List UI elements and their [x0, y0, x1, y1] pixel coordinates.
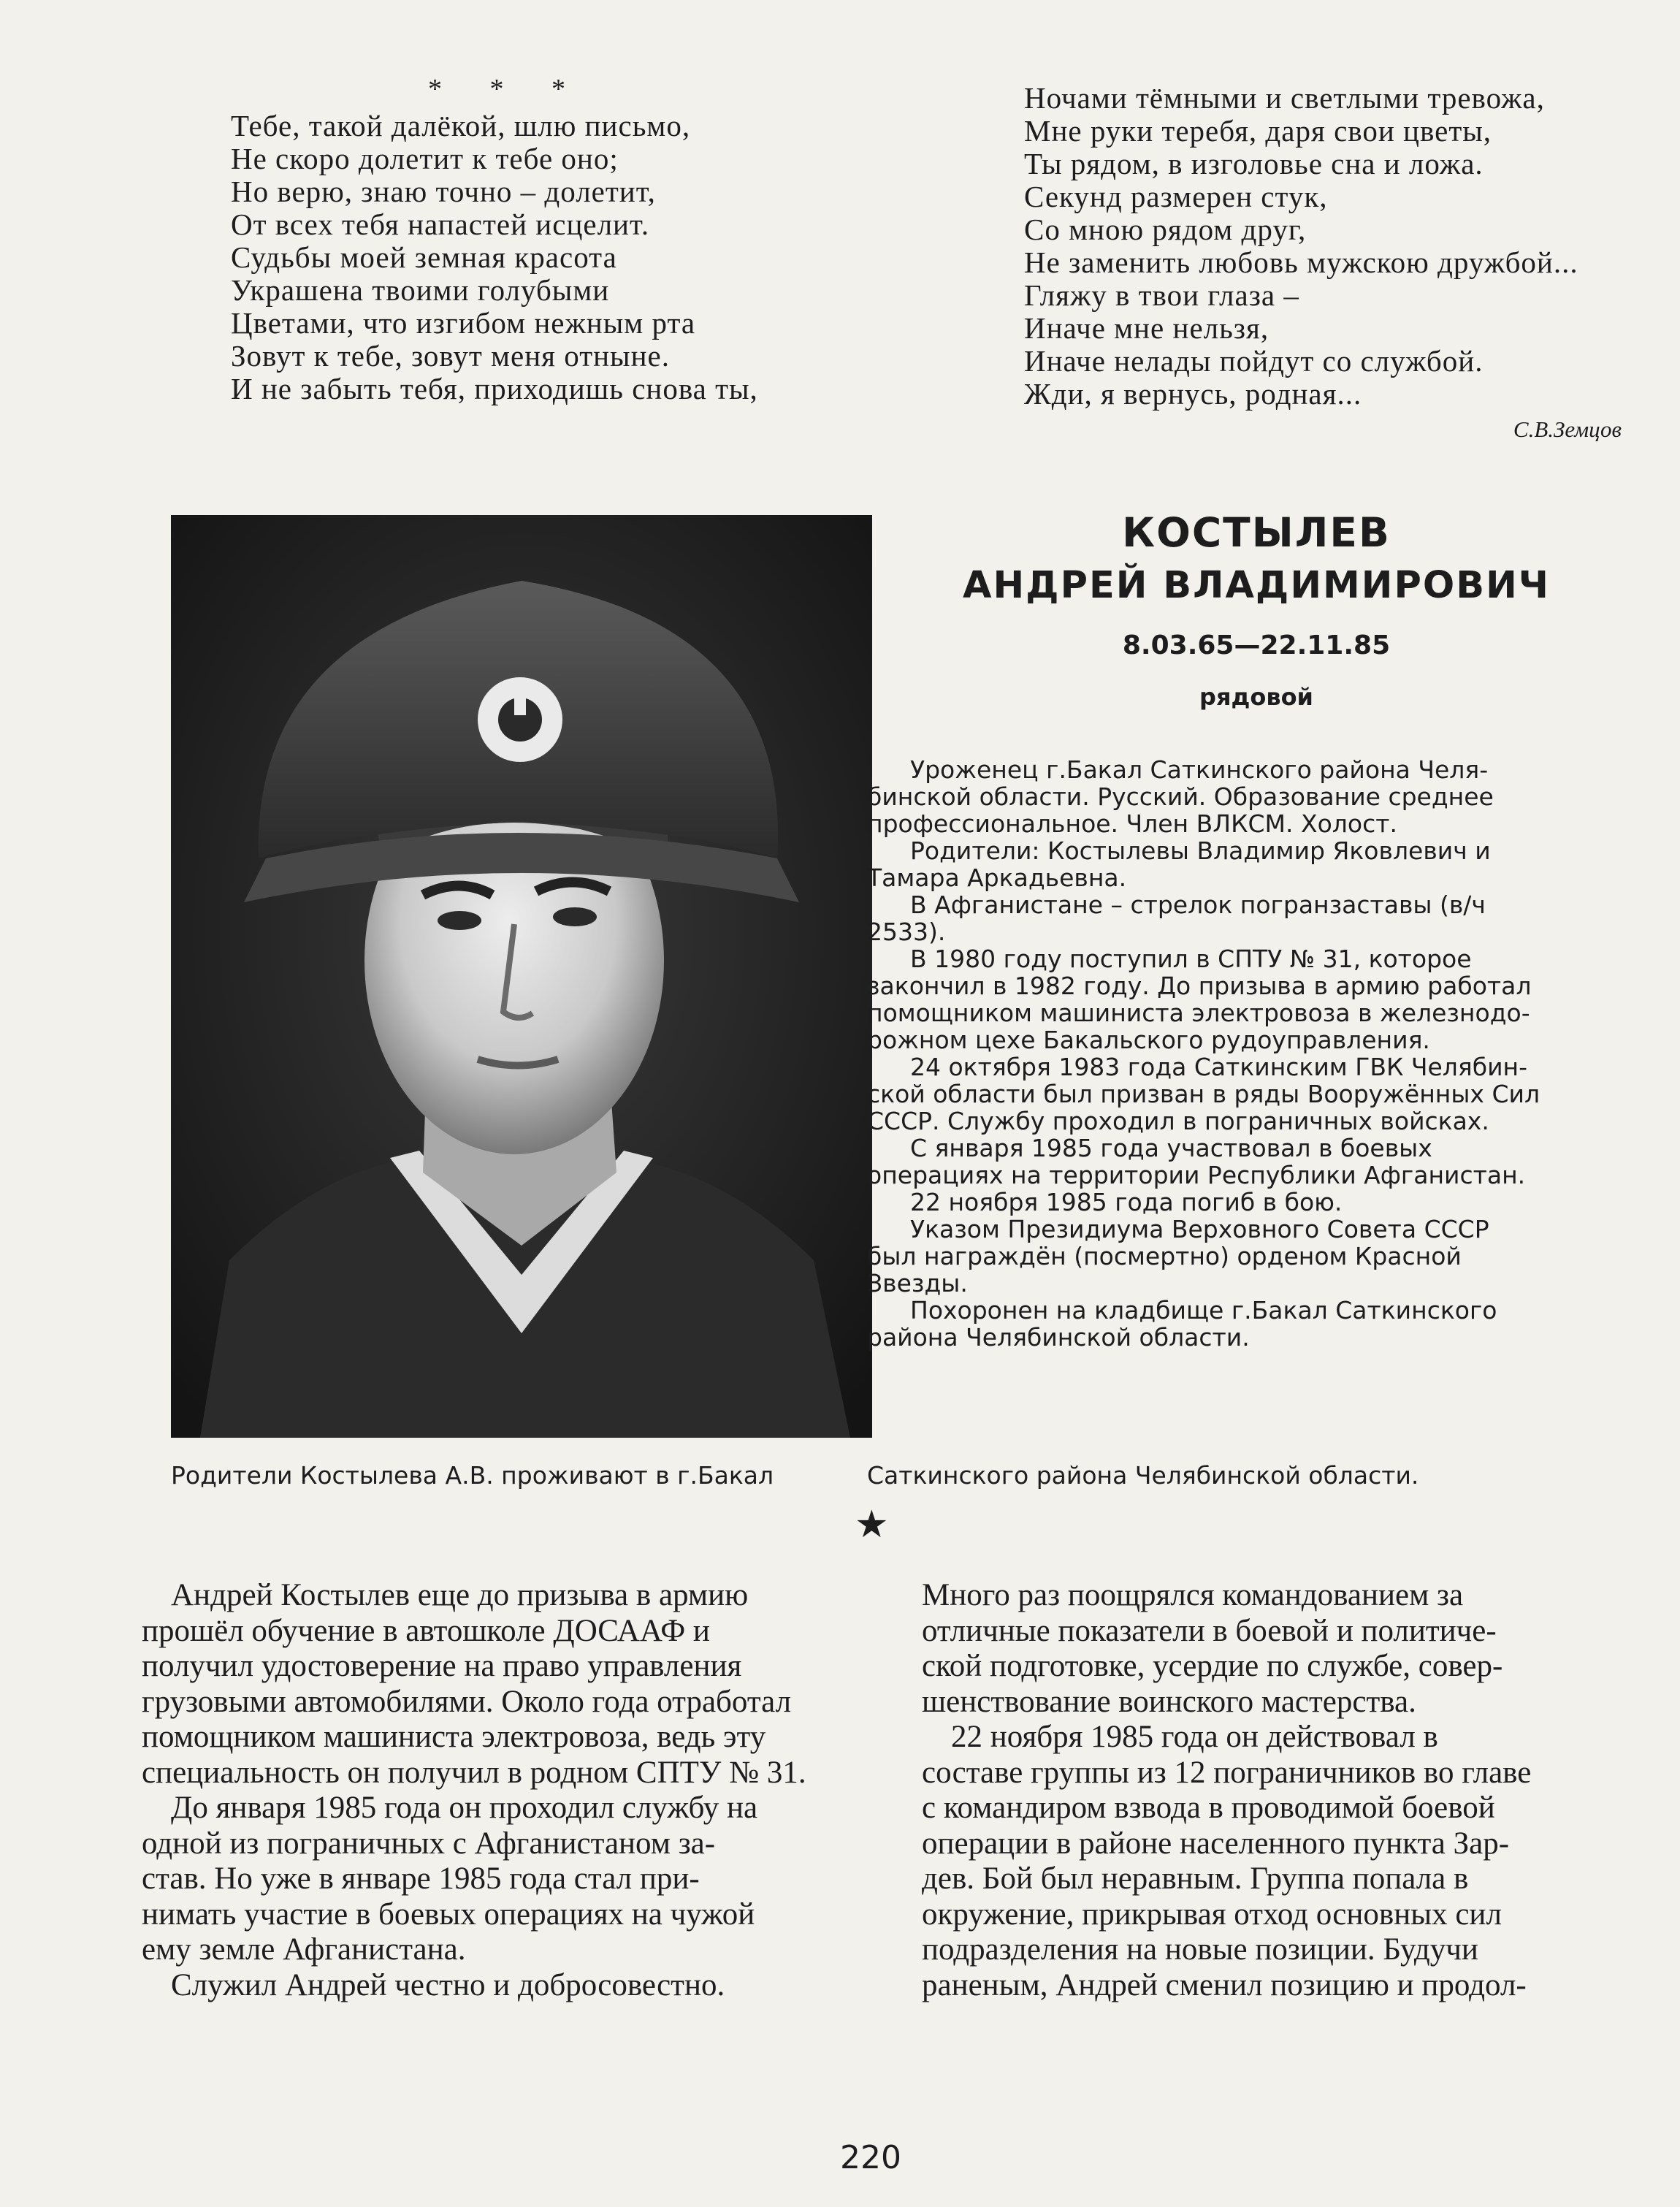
- article-line: грузовыми автомобилями. Около года отработал: [142, 1684, 792, 1719]
- photo-caption-continued: Саткинского района Челябинской области.: [867, 1461, 1419, 1490]
- bio-line: помощником машиниста электровоза в железнодо-: [867, 999, 1530, 1027]
- article-line: операции в районе населенного пункта Зар-: [922, 1826, 1510, 1861]
- article-line: ему земле Афганистана.: [142, 1932, 466, 1967]
- article-line: составе группы из 12 пограничников во главе: [922, 1755, 1532, 1790]
- article-line: Андрей Костылев еще до призыва в армию: [171, 1578, 749, 1612]
- bio-line: закончил в 1982 году. До призыва в армию работал: [867, 972, 1532, 1000]
- article-line: дев. Бой был неравным. Группа попала в: [922, 1861, 1469, 1896]
- bio-line: В Афганистане – стрелок погранзаставы (в/ч: [910, 891, 1486, 919]
- article-line: помощником машиниста электровоза, ведь эту: [142, 1720, 766, 1754]
- article-line: окружение, прикрывая отход основных сил: [922, 1897, 1502, 1932]
- bio-line: С января 1985 года участвовал в боевых: [910, 1134, 1432, 1162]
- article-line: Служил Андрей честно и добросовестно.: [171, 1967, 725, 2002]
- bio-line: ской области был призван в ряды Вооружённых Сил: [867, 1080, 1540, 1108]
- military-rank: рядовой: [1199, 683, 1313, 711]
- article-right-column: [922, 1578, 1619, 2003]
- bio-line: района Челябинской области.: [867, 1323, 1250, 1352]
- bio-line: В 1980 году поступил в СПТУ № 31, которое: [910, 945, 1472, 973]
- poem-line: Мне руки теребя, даря свои цветы,: [1024, 114, 1492, 148]
- portrait-photo: [171, 515, 872, 1438]
- star-divider-icon: ★: [855, 1504, 889, 1546]
- bio-line: Уроженец г.Бакал Саткинского района Челя-: [910, 755, 1489, 784]
- page-number: 220: [840, 2139, 901, 2176]
- bio-line: бинской области. Русский. Образование среднее: [867, 782, 1494, 811]
- poem-line: Со мною рядом друг,: [1024, 213, 1307, 246]
- bio-line: 22 ноября 1985 года погиб в бою.: [910, 1188, 1343, 1216]
- bio-line: 24 октября 1983 года Саткинским ГВК Челябин-: [910, 1053, 1528, 1081]
- bio-line: 2533).: [867, 918, 946, 946]
- article-line: став. Но уже в январе 1985 года стал при-: [142, 1861, 700, 1896]
- article-line: подразделения на новые позиции. Будучи: [922, 1932, 1478, 1967]
- photo-caption: Родители Костылева А.В. проживают в г.Бакал: [171, 1461, 774, 1490]
- person-surname: КОСТЫЛЕВ: [1122, 509, 1391, 556]
- poem-line: Секунд размерен стук,: [1024, 180, 1328, 213]
- article-left-column: [142, 1578, 839, 2003]
- poem-line: Украшена твоими голубыми: [231, 273, 610, 307]
- article-line: 22 ноября 1985 года он действовал в: [951, 1720, 1438, 1754]
- article-line: одной из пограничных с Афганистаном за-: [142, 1826, 716, 1861]
- bio-line: Тамара Аркадьевна.: [867, 864, 1127, 892]
- article-line: отличные показатели в боевой и политиче-: [922, 1613, 1497, 1648]
- article-line: прошёл обучение в автошколе ДОСААФ и: [142, 1613, 710, 1648]
- bio-line: был награждён (посмертно) орденом Красной: [867, 1242, 1462, 1270]
- article-line: шенствование воинского мастерства.: [922, 1684, 1416, 1719]
- poem-line: И не забыть тебя, приходишь снова ты,: [231, 372, 758, 405]
- article-line: ской подготовке, усердие по службе, совер-: [922, 1649, 1503, 1683]
- life-dates: 8.03.65—22.11.85: [1122, 630, 1391, 660]
- poem-line: Судьбы моей земная красота: [231, 240, 617, 274]
- poem-line: Зовут к тебе, зовут меня отныне.: [231, 339, 670, 373]
- bio-line: Указом Президиума Верховного Совета СССР: [910, 1215, 1489, 1243]
- article-line: раненым, Андрей сменил позицию и продол-: [922, 1967, 1527, 2002]
- poem-line: Жди, я вернусь, родная...: [1024, 377, 1362, 411]
- article-line: с командиром взвода в проводимой боевой: [922, 1791, 1495, 1825]
- article-line: специальность он получил в родном СПТУ № 31.: [142, 1755, 806, 1790]
- poem-line: Иначе мне нельзя,: [1024, 311, 1269, 345]
- poem-line: От всех тебя напастей исцелит.: [231, 207, 650, 241]
- poem-author: С.В.Земцов: [1513, 416, 1622, 442]
- bio-line: Родители: Костылевы Владимир Яковлевич и: [910, 836, 1491, 865]
- person-name: АНДРЕЙ ВЛАДИМИРОВИЧ: [963, 564, 1550, 607]
- bio-line: СССР. Службу проходил в пограничных войсках.: [867, 1107, 1489, 1135]
- poem-line: Ты рядом, в изголовье сна и ложа.: [1024, 147, 1484, 180]
- bio-line: Звезды.: [867, 1269, 968, 1297]
- poem-line: Цветами, что изгибом нежным рта: [231, 306, 696, 340]
- poem-right-column: [1024, 82, 1578, 411]
- poem-line: Но верю, знаю точно – долетит,: [231, 175, 656, 208]
- article-line: Много раз поощрялся командованием за: [922, 1578, 1464, 1612]
- article-line: До января 1985 года он проходил службу на: [171, 1791, 758, 1825]
- article-line: получил удостоверение на право управления: [142, 1649, 742, 1683]
- poem-left-column: [231, 110, 758, 405]
- poem-line: Ночами тёмными и светлыми тревожа,: [1024, 81, 1545, 115]
- bio-line: профессиональное. Член ВЛКСМ. Холост.: [867, 809, 1397, 838]
- poem-line: Иначе нелады пойдут со службой.: [1024, 344, 1484, 378]
- poem-line: Гляжу в твои глаза –: [1024, 278, 1299, 312]
- poem-line: Тебе, такой далёкой, шлю письмо,: [231, 109, 691, 142]
- bio-line: Похоронен на кладбище г.Бакал Саткинского: [910, 1296, 1497, 1324]
- portrait-image: [171, 515, 872, 1438]
- bio-line: рожном цехе Бакальского рудоуправления.: [867, 1026, 1430, 1054]
- poem-line: Не заменить любовь мужскою дружбой...: [1024, 245, 1578, 279]
- poem-separator-stars: * * *: [428, 74, 586, 104]
- biography: [867, 756, 1585, 1351]
- article-line: нимать участие в боевых операциях на чужой: [142, 1897, 755, 1932]
- bio-line: операциях на территории Республики Афганистан.: [867, 1161, 1526, 1189]
- poem-line: Не скоро долетит к тебе оно;: [231, 142, 619, 175]
